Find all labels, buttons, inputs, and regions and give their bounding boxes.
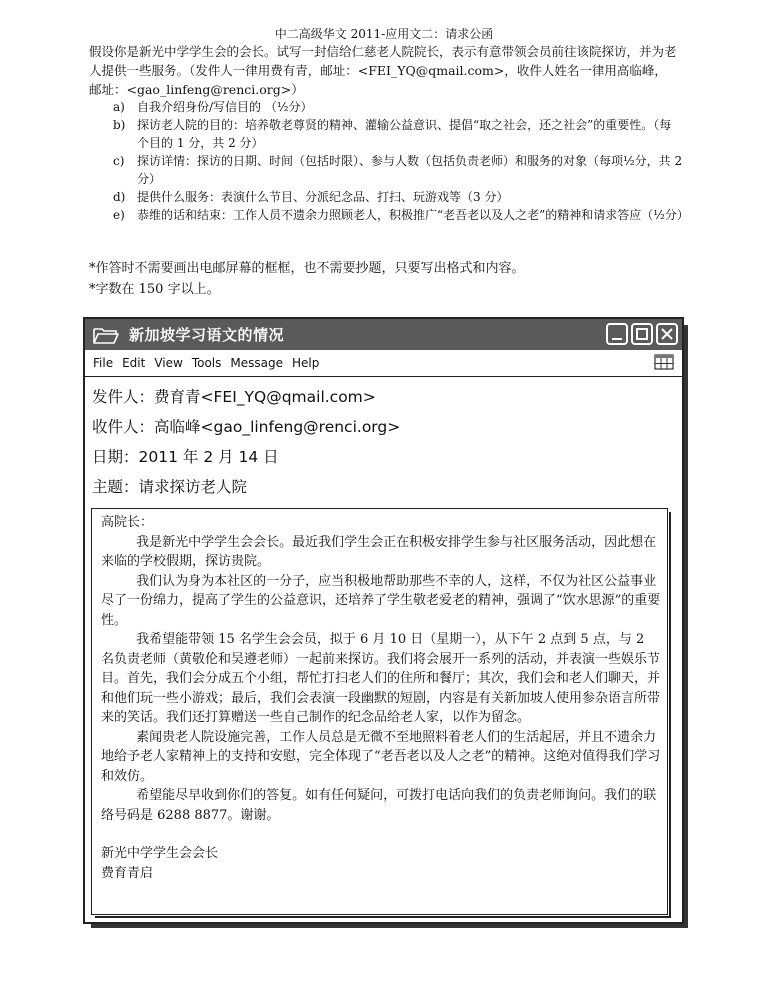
criteria-mark: c) — [113, 154, 125, 168]
criteria-text: 恭维的话和结束：工作人员不遗余力照顾老人，积极推广“老吾老以及人之老”的精神和请求答应（½分） — [137, 208, 689, 222]
criteria-mark: b) — [113, 118, 126, 132]
email-window — [83, 317, 684, 924]
document-title: 中二高级华文 2011-应用文二：请求公函 — [274, 27, 494, 41]
minimize-button[interactable] — [606, 323, 628, 345]
criteria-item — [113, 116, 683, 152]
letter-paragraph: 素闻贵老人院设施完善，工作人员总是无微不至地照料着老人们的生活起居，并且不遗余力地给予老人家精神上的支持和安慰，完全体现了“老吾老以及人之老”的精神。这绝对值得我们学习和效仿。 — [101, 729, 661, 784]
minimize-icon — [610, 327, 624, 341]
close-icon — [660, 327, 674, 341]
criteria-item — [113, 206, 689, 224]
subject-value[interactable]: 请求探访老人院 — [138, 478, 248, 496]
letter-paragraph: 我们认为身为本社区的一分子，应当积极地帮助那些不幸的人，这样，不仅为社区公益事业尽了一份绵力，提高了学生的公益意识，还培养了学生敬老爱老的精神，强调了“饮水思源”的重要性。 — [101, 573, 661, 628]
to-value[interactable]: 高临峰<gao_linfeng@renci.org> — [154, 418, 401, 436]
maximize-icon — [635, 327, 649, 341]
to-field — [92, 407, 682, 437]
from-label: 发件人： — [92, 388, 155, 406]
close-button[interactable] — [656, 323, 678, 345]
answer-notes — [89, 258, 689, 300]
menu-edit[interactable]: Edit — [122, 356, 146, 370]
question-prompt: 假设你是新光中学学生会的会长。试写一封信给仁慈老人院院长，表示有意带领会员前往该院探访，并为老人提供一些服务。（发件人一律用费有青，邮址：<FEI_YQ@qmail.com>，收件人姓名一律用高临峰，邮址：<gao_linfeng@renci.org>） — [89, 44, 677, 97]
letter-paragraph: 希望能尽早收到你们的答复。如有任何疑问，可拨打电话向我们的负责老师询问。我们的联络号码是 6288 8877。谢谢。 — [101, 788, 657, 823]
criteria-text: 提供什么服务：表演什么节目、分派纪念品、打扫、玩游戏等（3 分） — [137, 190, 509, 204]
menu-message[interactable]: Message — [230, 356, 283, 370]
folder-icon — [93, 326, 119, 344]
window-title: 新加坡学习语文的情况 — [129, 326, 285, 344]
note-line: *作答时不需要画出电邮屏幕的框框，也不需要抄题，只要写出格式和内容。 — [89, 261, 525, 276]
note-line: *字数在 150 字以上。 — [89, 282, 220, 297]
signature-name: 费育青启 — [101, 865, 154, 881]
menu-tools[interactable]: Tools — [191, 356, 222, 370]
date-label: 日期： — [92, 448, 139, 466]
date-value: 2011 年 2 月 14 日 — [138, 448, 279, 466]
menu-help[interactable]: Help — [291, 356, 320, 370]
criteria-item — [113, 152, 683, 188]
email-header-fields — [85, 377, 682, 497]
criteria-text: 自我介绍身份/写信目的 （½分） — [137, 100, 313, 114]
criteria-mark: d) — [113, 190, 126, 204]
criteria-mark: e) — [113, 208, 125, 222]
criteria-text: 探访详情：探访的日期、时间（包括时限）、参与人数（包括负责老师）和服务的对象（每项½分，共 2 分） — [137, 154, 683, 186]
maximize-button[interactable] — [631, 323, 653, 345]
from-field — [92, 377, 682, 407]
to-label: 收件人： — [92, 418, 155, 436]
from-value[interactable]: 费育青<FEI_YQ@qmail.com> — [154, 388, 376, 406]
window-controls — [606, 323, 678, 345]
grid-icon[interactable] — [654, 354, 674, 370]
criteria-item — [113, 98, 683, 116]
menu-file[interactable]: File — [93, 356, 114, 370]
criteria-text: 探访老人院的目的：培养敬老尊贤的精神、灌输公益意识、提倡“取之社会，还之社会”的重要性。（每个目的 1 分，共 2 分） — [137, 118, 672, 150]
window-titlebar[interactable] — [85, 319, 682, 350]
menu-view[interactable]: View — [154, 356, 183, 370]
menu-bar — [85, 350, 682, 377]
marking-criteria — [113, 98, 689, 224]
email-body[interactable] — [91, 508, 668, 915]
letter-paragraph: 我希望能带领 15 名学生会会员，拟于 6 月 10 日（星期一），从下午 2 点到 5 点，与 2 名负责老师（黄敬伦和吴遵老师）一起前来探访。我们将会展开一系列的活动，并表演一些娱乐节目。首先，我们会分成五个小组，帮忙打扫老人们的住所和餐厅；其次，我们会和老人们聊天，并和他们玩一些小游戏；最后，我们会表演一段幽默的短剧，内容是有关新加坡人使用参杂语言所带来的笑话。我们还打算赠送一些自己制作的纪念品给老人家，以作为留念。 — [101, 632, 661, 725]
signature-title: 新光中学学生会会长 — [101, 846, 219, 861]
criteria-item — [113, 188, 683, 206]
date-field — [92, 437, 682, 467]
letter-salutation: 高院长： — [101, 515, 154, 530]
subject-label: 主题： — [92, 478, 139, 496]
subject-field — [92, 467, 682, 497]
criteria-mark: a) — [113, 100, 125, 114]
letter-paragraph: 我是新光中学学生会会长。最近我们学生会正在积极安排学生参与社区服务活动，因此想在来临的学校假期，探访贵院。 — [101, 534, 657, 569]
letter-content — [101, 513, 661, 883]
